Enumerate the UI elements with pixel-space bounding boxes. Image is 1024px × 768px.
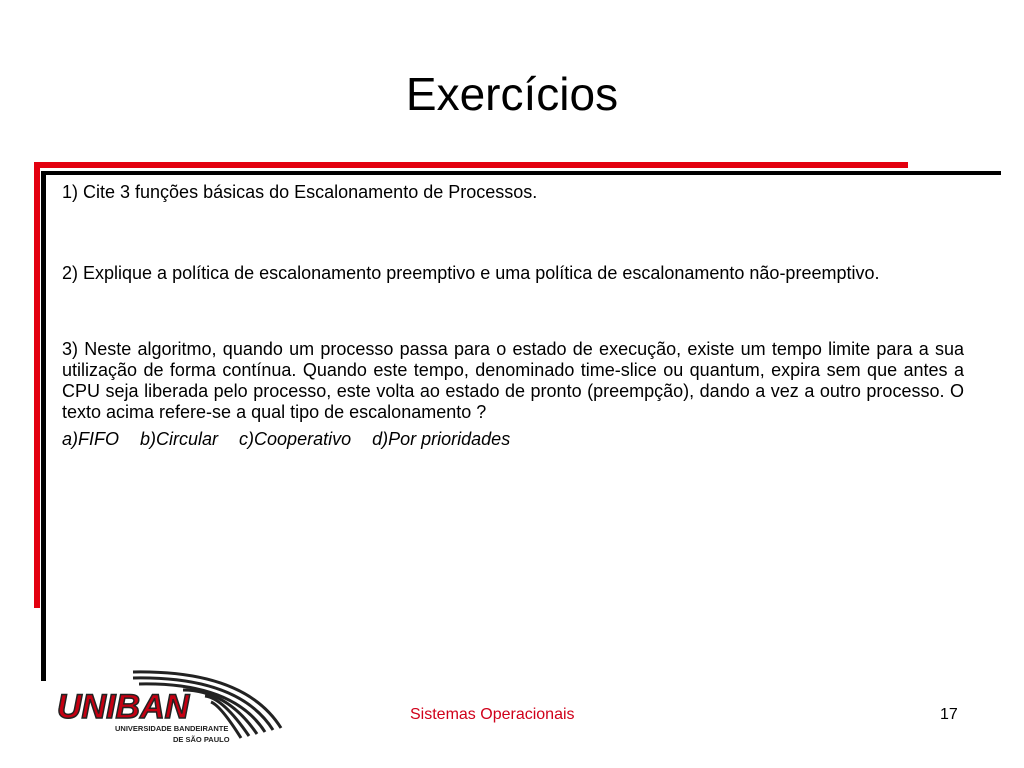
uniban-logo [55,666,290,748]
option-b: b)Circular [140,429,219,449]
logo-subtitle-2: DE SÃO PAULO [173,735,230,744]
slide-title: Exercícios [405,68,619,120]
option-c: c)Cooperativo [239,429,352,449]
logo-subtitle-1: UNIVERSIDADE BANDEIRANTE [115,724,229,733]
footer-course: Sistemas Operacionais [410,706,575,723]
red-frame-left [34,162,40,608]
option-d: d)Por prioridades [372,429,511,449]
black-frame-left [41,171,46,681]
logo-wordmark: UNIBAN [57,688,190,726]
slide-content [62,182,964,450]
question-2: 2) Explique a política de escalonamento preemptivo e uma política de escalonamento não-preemptivo. [62,263,880,283]
red-frame-top [34,162,908,168]
question-1: 1) Cite 3 funções básicas do Escalonamento de Processos. [62,182,538,202]
question-3: 3) Neste algoritmo, quando um processo passa para o estado de execução, existe um tempo limite para a sua utilização de forma contínua. Quando este tempo, denominado time-slice ou quantum, expira sem que antes a CPU seja liberada pelo processo, este volta ao estado de pronto (preempção), dando a vez a outro processo. O texto acima refere-se a qual tipo de escalonamento ? [62,339,964,422]
option-a: a)FIFO [62,429,119,449]
answer-options [62,429,964,450]
black-frame-top [41,171,1001,175]
page-number: 17 [940,706,958,723]
